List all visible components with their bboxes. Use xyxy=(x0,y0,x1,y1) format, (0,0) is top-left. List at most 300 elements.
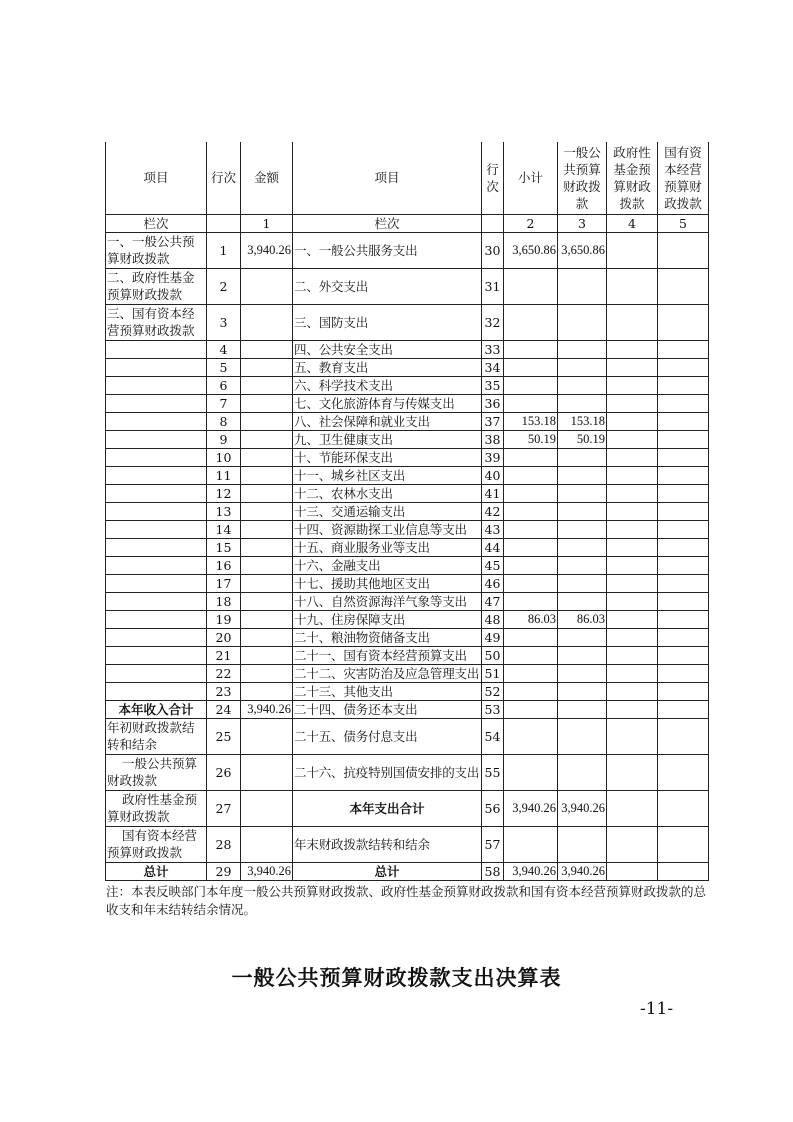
table-row xyxy=(106,394,709,412)
next-section-title: 一般公共预算财政拨款支出决算表 xyxy=(231,965,562,990)
cell-gov-fund xyxy=(607,610,658,628)
cell-general-budget xyxy=(558,718,607,754)
cell-gov-fund xyxy=(607,718,658,754)
cell-gov-fund xyxy=(607,394,658,412)
cell-right-item: 一、一般公共服务支出 xyxy=(293,232,482,268)
cell-general-budget xyxy=(558,304,607,340)
cell-subtotal xyxy=(504,682,558,700)
cell-subtotal xyxy=(504,718,558,754)
cell-soe-budget xyxy=(658,376,709,394)
col-index-1: 1 xyxy=(241,214,293,232)
cell-left-item xyxy=(106,592,207,610)
cell-gov-fund xyxy=(607,628,658,646)
cell-line-number: 21 xyxy=(207,646,241,664)
cell-gov-fund xyxy=(607,448,658,466)
table-row xyxy=(106,664,709,682)
cell-gov-fund xyxy=(607,664,658,682)
cell-subtotal xyxy=(504,520,558,538)
cell-soe-budget xyxy=(658,682,709,700)
cell-amount xyxy=(241,538,293,556)
cell-right-item: 二、外交支出 xyxy=(293,268,482,304)
cell-general-budget xyxy=(558,340,607,358)
table-row xyxy=(106,502,709,520)
cell-line-number: 8 xyxy=(207,412,241,430)
cell-right-item: 二十二、灾害防治及应急管理支出 xyxy=(293,664,482,682)
cell-soe-budget xyxy=(658,646,709,664)
header-soe: 国有资本经营预算财政拨款 xyxy=(658,142,709,214)
cell-amount xyxy=(241,664,293,682)
cell-subtotal: 3,940.26 xyxy=(504,790,558,826)
cell-gov-fund xyxy=(607,484,658,502)
cell-amount xyxy=(241,610,293,628)
cell-gov-fund xyxy=(607,358,658,376)
cell-left-item xyxy=(106,556,207,574)
cell-left-item: 国有资本经营预算财政拨款 xyxy=(106,826,207,862)
cell-line-number-2: 41 xyxy=(482,484,504,502)
cell-right-item: 八、社会保障和就业支出 xyxy=(293,412,482,430)
cell-amount xyxy=(241,466,293,484)
table-row xyxy=(106,484,709,502)
cell-subtotal xyxy=(504,304,558,340)
cell-subtotal: 50.19 xyxy=(504,430,558,448)
cell-amount: 3,940.26 xyxy=(241,700,293,718)
cell-amount xyxy=(241,790,293,826)
cell-subtotal xyxy=(504,574,558,592)
cell-left-item: 政府性基金预算财政拨款 xyxy=(106,790,207,826)
cell-amount xyxy=(241,430,293,448)
cell-amount xyxy=(241,646,293,664)
table-row xyxy=(106,520,709,538)
cell-line-number: 19 xyxy=(207,610,241,628)
cell-subtotal xyxy=(504,646,558,664)
cell-line-number-2: 49 xyxy=(482,628,504,646)
cell-amount xyxy=(241,376,293,394)
cell-right-item: 二十六、抗疫特别国债安排的支出 xyxy=(293,754,482,790)
header-gov-fund: 政府性基金预算财政拨款 xyxy=(607,142,658,214)
cell-line-number: 12 xyxy=(207,484,241,502)
cell-line-number: 4 xyxy=(207,340,241,358)
cell-line-number: 15 xyxy=(207,538,241,556)
cell-gov-fund xyxy=(607,412,658,430)
cell-right-item: 十四、资源勘探工业信息等支出 xyxy=(293,520,482,538)
cell-line-number: 11 xyxy=(207,466,241,484)
table-row xyxy=(106,232,709,268)
cell-line-number-2: 36 xyxy=(482,394,504,412)
cell-right-item: 二十、粮油物资储备支出 xyxy=(293,628,482,646)
cell-general-budget xyxy=(558,358,607,376)
cell-right-item: 十三、交通运输支出 xyxy=(293,502,482,520)
cell-right-item: 十六、金融支出 xyxy=(293,556,482,574)
column-index-row xyxy=(106,214,709,232)
cell-right-item: 二十一、国有资本经营预算支出 xyxy=(293,646,482,664)
cell-amount: 3,940.26 xyxy=(241,862,293,880)
cell-gov-fund xyxy=(607,502,658,520)
cell-line-number: 24 xyxy=(207,700,241,718)
table-row xyxy=(106,538,709,556)
cell-subtotal xyxy=(504,700,558,718)
table-row xyxy=(106,790,709,826)
cell-subtotal xyxy=(504,394,558,412)
table-row xyxy=(106,628,709,646)
cell-gov-fund xyxy=(607,592,658,610)
cell-soe-budget xyxy=(658,628,709,646)
cell-gov-fund xyxy=(607,862,658,880)
cell-line-number: 3 xyxy=(207,304,241,340)
header-general: 一般公共预算财政拨款 xyxy=(558,142,607,214)
cell-line-number-2: 48 xyxy=(482,610,504,628)
cell-amount xyxy=(241,448,293,466)
cell-general-budget xyxy=(558,826,607,862)
page-number: -11- xyxy=(640,998,674,1019)
col-index-3: 3 xyxy=(558,214,607,232)
page-content xyxy=(0,142,793,1019)
cell-soe-budget xyxy=(658,448,709,466)
cell-soe-budget xyxy=(658,610,709,628)
cell-soe-budget xyxy=(658,466,709,484)
cell-gov-fund xyxy=(607,574,658,592)
cell-soe-budget xyxy=(658,340,709,358)
cell-line-number-2: 51 xyxy=(482,664,504,682)
cell-line-number-2: 50 xyxy=(482,646,504,664)
cell-line-number-2: 52 xyxy=(482,682,504,700)
cell-amount xyxy=(241,718,293,754)
cell-soe-budget xyxy=(658,412,709,430)
table-row xyxy=(106,862,709,880)
table-row xyxy=(106,268,709,304)
cell-left-item xyxy=(106,682,207,700)
cell-line-number: 7 xyxy=(207,394,241,412)
cell-left-item: 一般公共预算财政拨款 xyxy=(106,754,207,790)
table-row xyxy=(106,700,709,718)
cell-right-item: 六、科学技术支出 xyxy=(293,376,482,394)
cell-line-number-2: 55 xyxy=(482,754,504,790)
cell-gov-fund xyxy=(607,430,658,448)
col-index-2: 2 xyxy=(504,214,558,232)
table-row xyxy=(106,304,709,340)
cell-soe-budget xyxy=(658,430,709,448)
cell-gov-fund xyxy=(607,556,658,574)
cell-right-item: 二十五、债务付息支出 xyxy=(293,718,482,754)
cell-general-budget xyxy=(558,520,607,538)
cell-line-number-2: 56 xyxy=(482,790,504,826)
cell-amount: 3,940.26 xyxy=(241,232,293,268)
cell-subtotal xyxy=(504,502,558,520)
cell-general-budget: 153.18 xyxy=(558,412,607,430)
table-row xyxy=(106,610,709,628)
cell-left-item xyxy=(106,610,207,628)
cell-amount xyxy=(241,574,293,592)
cell-soe-budget xyxy=(658,268,709,304)
cell-soe-budget xyxy=(658,304,709,340)
cell-general-budget xyxy=(558,646,607,664)
cell-line-number: 26 xyxy=(207,754,241,790)
table-row xyxy=(106,358,709,376)
cell-soe-budget xyxy=(658,484,709,502)
cell-line-number: 5 xyxy=(207,358,241,376)
cell-subtotal xyxy=(504,664,558,682)
cell-line-number-2: 57 xyxy=(482,826,504,862)
cell-right-item: 四、公共安全支出 xyxy=(293,340,482,358)
col-index-4: 4 xyxy=(607,214,658,232)
cell-general-budget xyxy=(558,268,607,304)
cell-right-item: 十二、农林水支出 xyxy=(293,484,482,502)
cell-line-number-2: 43 xyxy=(482,520,504,538)
header-item-2: 项目 xyxy=(293,142,482,214)
col-index-empty-2 xyxy=(482,214,504,232)
cell-right-item: 十一、城乡社区支出 xyxy=(293,466,482,484)
cell-subtotal xyxy=(504,376,558,394)
header-line-2: 行次 xyxy=(482,142,504,214)
cell-right-item: 二十四、债务还本支出 xyxy=(293,700,482,718)
cell-amount xyxy=(241,394,293,412)
cell-soe-budget xyxy=(658,862,709,880)
cell-right-item: 总计 xyxy=(293,862,482,880)
cell-left-item xyxy=(106,574,207,592)
cell-line-number-2: 38 xyxy=(482,430,504,448)
cell-left-item xyxy=(106,484,207,502)
cell-general-budget xyxy=(558,682,607,700)
cell-subtotal xyxy=(504,484,558,502)
cell-line-number: 6 xyxy=(207,376,241,394)
cell-gov-fund xyxy=(607,376,658,394)
cell-line-number: 28 xyxy=(207,826,241,862)
cell-soe-budget xyxy=(658,718,709,754)
cell-general-budget xyxy=(558,466,607,484)
cell-gov-fund xyxy=(607,520,658,538)
appropriation-summary-table xyxy=(105,142,709,881)
cell-line-number-2: 34 xyxy=(482,358,504,376)
table-row xyxy=(106,574,709,592)
table-row xyxy=(106,826,709,862)
cell-right-item: 五、教育支出 xyxy=(293,358,482,376)
cell-subtotal xyxy=(504,340,558,358)
cell-right-item: 七、文化旅游体育与传媒支出 xyxy=(293,394,482,412)
cell-left-item xyxy=(106,340,207,358)
header-line: 行次 xyxy=(207,142,241,214)
cell-soe-budget xyxy=(658,502,709,520)
cell-line-number: 9 xyxy=(207,430,241,448)
cell-line-number-2: 46 xyxy=(482,574,504,592)
table-row xyxy=(106,376,709,394)
cell-right-item: 三、国防支出 xyxy=(293,304,482,340)
cell-line-number: 25 xyxy=(207,718,241,754)
cell-line-number-2: 31 xyxy=(482,268,504,304)
cell-soe-budget xyxy=(658,700,709,718)
cell-soe-budget xyxy=(658,556,709,574)
cell-subtotal xyxy=(504,826,558,862)
cell-line-number: 20 xyxy=(207,628,241,646)
cell-line-number: 18 xyxy=(207,592,241,610)
table-row xyxy=(106,682,709,700)
cell-left-item xyxy=(106,664,207,682)
col-index-label: 栏次 xyxy=(106,214,207,232)
cell-line-number: 29 xyxy=(207,862,241,880)
cell-general-budget xyxy=(558,448,607,466)
cell-line-number: 10 xyxy=(207,448,241,466)
cell-subtotal xyxy=(504,628,558,646)
cell-subtotal: 3,940.26 xyxy=(504,862,558,880)
cell-right-item: 十五、商业服务业等支出 xyxy=(293,538,482,556)
cell-line-number: 23 xyxy=(207,682,241,700)
col-index-label-2: 栏次 xyxy=(293,214,482,232)
cell-amount xyxy=(241,268,293,304)
table-row xyxy=(106,412,709,430)
table-row xyxy=(106,592,709,610)
cell-general-budget xyxy=(558,556,607,574)
table-row xyxy=(106,754,709,790)
cell-gov-fund xyxy=(607,304,658,340)
table-row xyxy=(106,466,709,484)
cell-subtotal: 86.03 xyxy=(504,610,558,628)
cell-gov-fund xyxy=(607,682,658,700)
cell-soe-budget xyxy=(658,790,709,826)
cell-line-number-2: 30 xyxy=(482,232,504,268)
cell-line-number-2: 35 xyxy=(482,376,504,394)
cell-line-number-2: 32 xyxy=(482,304,504,340)
cell-right-item: 十八、自然资源海洋气象等支出 xyxy=(293,592,482,610)
cell-left-item: 本年收入合计 xyxy=(106,700,207,718)
cell-soe-budget xyxy=(658,574,709,592)
table-row xyxy=(106,556,709,574)
cell-soe-budget xyxy=(658,592,709,610)
cell-left-item xyxy=(106,646,207,664)
cell-subtotal xyxy=(504,268,558,304)
cell-subtotal xyxy=(504,754,558,790)
cell-line-number: 1 xyxy=(207,232,241,268)
header-item: 项目 xyxy=(106,142,207,214)
cell-soe-budget xyxy=(658,394,709,412)
cell-general-budget xyxy=(558,754,607,790)
cell-gov-fund xyxy=(607,466,658,484)
cell-soe-budget xyxy=(658,520,709,538)
header-subtotal: 小计 xyxy=(504,142,558,214)
cell-left-item: 一、一般公共预算财政拨款 xyxy=(106,232,207,268)
cell-soe-budget xyxy=(658,754,709,790)
cell-general-budget xyxy=(558,376,607,394)
cell-line-number-2: 47 xyxy=(482,592,504,610)
header-amount: 金额 xyxy=(241,142,293,214)
cell-soe-budget xyxy=(658,826,709,862)
cell-subtotal xyxy=(504,556,558,574)
cell-line-number: 13 xyxy=(207,502,241,520)
cell-right-item: 年末财政拨款结转和结余 xyxy=(293,826,482,862)
cell-right-item: 本年支出合计 xyxy=(293,790,482,826)
cell-line-number: 27 xyxy=(207,790,241,826)
cell-subtotal xyxy=(504,358,558,376)
cell-amount xyxy=(241,592,293,610)
cell-amount xyxy=(241,628,293,646)
cell-gov-fund xyxy=(607,826,658,862)
cell-general-budget: 3,650.86 xyxy=(558,232,607,268)
cell-line-number: 2 xyxy=(207,268,241,304)
cell-soe-budget xyxy=(658,664,709,682)
cell-left-item xyxy=(106,448,207,466)
cell-amount xyxy=(241,304,293,340)
col-index-empty xyxy=(207,214,241,232)
cell-soe-budget xyxy=(658,538,709,556)
cell-soe-budget xyxy=(658,358,709,376)
cell-gov-fund xyxy=(607,340,658,358)
cell-general-budget: 3,940.26 xyxy=(558,862,607,880)
cell-subtotal xyxy=(504,466,558,484)
cell-amount xyxy=(241,556,293,574)
cell-line-number-2: 40 xyxy=(482,466,504,484)
cell-left-item xyxy=(106,538,207,556)
cell-general-budget xyxy=(558,592,607,610)
col-index-5: 5 xyxy=(658,214,709,232)
cell-left-item xyxy=(106,394,207,412)
cell-right-item: 十七、援助其他地区支出 xyxy=(293,574,482,592)
cell-gov-fund xyxy=(607,790,658,826)
cell-subtotal xyxy=(504,448,558,466)
cell-left-item: 二、政府性基金预算财政拨款 xyxy=(106,268,207,304)
cell-amount xyxy=(241,754,293,790)
table-row xyxy=(106,448,709,466)
cell-subtotal xyxy=(504,538,558,556)
cell-left-item xyxy=(106,412,207,430)
table-row xyxy=(106,646,709,664)
cell-general-budget xyxy=(558,628,607,646)
cell-gov-fund xyxy=(607,268,658,304)
cell-subtotal: 153.18 xyxy=(504,412,558,430)
cell-amount xyxy=(241,340,293,358)
cell-subtotal xyxy=(504,592,558,610)
cell-left-item xyxy=(106,358,207,376)
cell-gov-fund xyxy=(607,754,658,790)
cell-line-number-2: 44 xyxy=(482,538,504,556)
cell-soe-budget xyxy=(658,232,709,268)
cell-amount xyxy=(241,682,293,700)
cell-left-item xyxy=(106,466,207,484)
cell-amount xyxy=(241,520,293,538)
cell-line-number-2: 37 xyxy=(482,412,504,430)
cell-line-number-2: 33 xyxy=(482,340,504,358)
cell-general-budget xyxy=(558,394,607,412)
cell-amount xyxy=(241,484,293,502)
cell-left-item xyxy=(106,520,207,538)
cell-left-item xyxy=(106,430,207,448)
cell-line-number: 14 xyxy=(207,520,241,538)
cell-subtotal: 3,650.86 xyxy=(504,232,558,268)
cell-general-budget xyxy=(558,664,607,682)
cell-left-item: 三、国有资本经营预算财政拨款 xyxy=(106,304,207,340)
cell-left-item: 年初财政拨款结转和结余 xyxy=(106,718,207,754)
cell-general-budget xyxy=(558,574,607,592)
table-row xyxy=(106,340,709,358)
cell-left-item xyxy=(106,502,207,520)
cell-general-budget: 86.03 xyxy=(558,610,607,628)
table-body xyxy=(106,232,709,880)
cell-amount xyxy=(241,826,293,862)
cell-line-number-2: 39 xyxy=(482,448,504,466)
cell-line-number: 22 xyxy=(207,664,241,682)
cell-gov-fund xyxy=(607,538,658,556)
cell-gov-fund xyxy=(607,646,658,664)
cell-general-budget: 3,940.26 xyxy=(558,790,607,826)
cell-general-budget xyxy=(558,484,607,502)
cell-amount xyxy=(241,502,293,520)
cell-line-number-2: 58 xyxy=(482,862,504,880)
cell-general-budget xyxy=(558,502,607,520)
table-row xyxy=(106,430,709,448)
cell-line-number-2: 54 xyxy=(482,718,504,754)
cell-left-item xyxy=(106,628,207,646)
cell-right-item: 十、节能环保支出 xyxy=(293,448,482,466)
cell-line-number: 17 xyxy=(207,574,241,592)
cell-amount xyxy=(241,412,293,430)
cell-line-number: 16 xyxy=(207,556,241,574)
cell-left-item xyxy=(106,376,207,394)
